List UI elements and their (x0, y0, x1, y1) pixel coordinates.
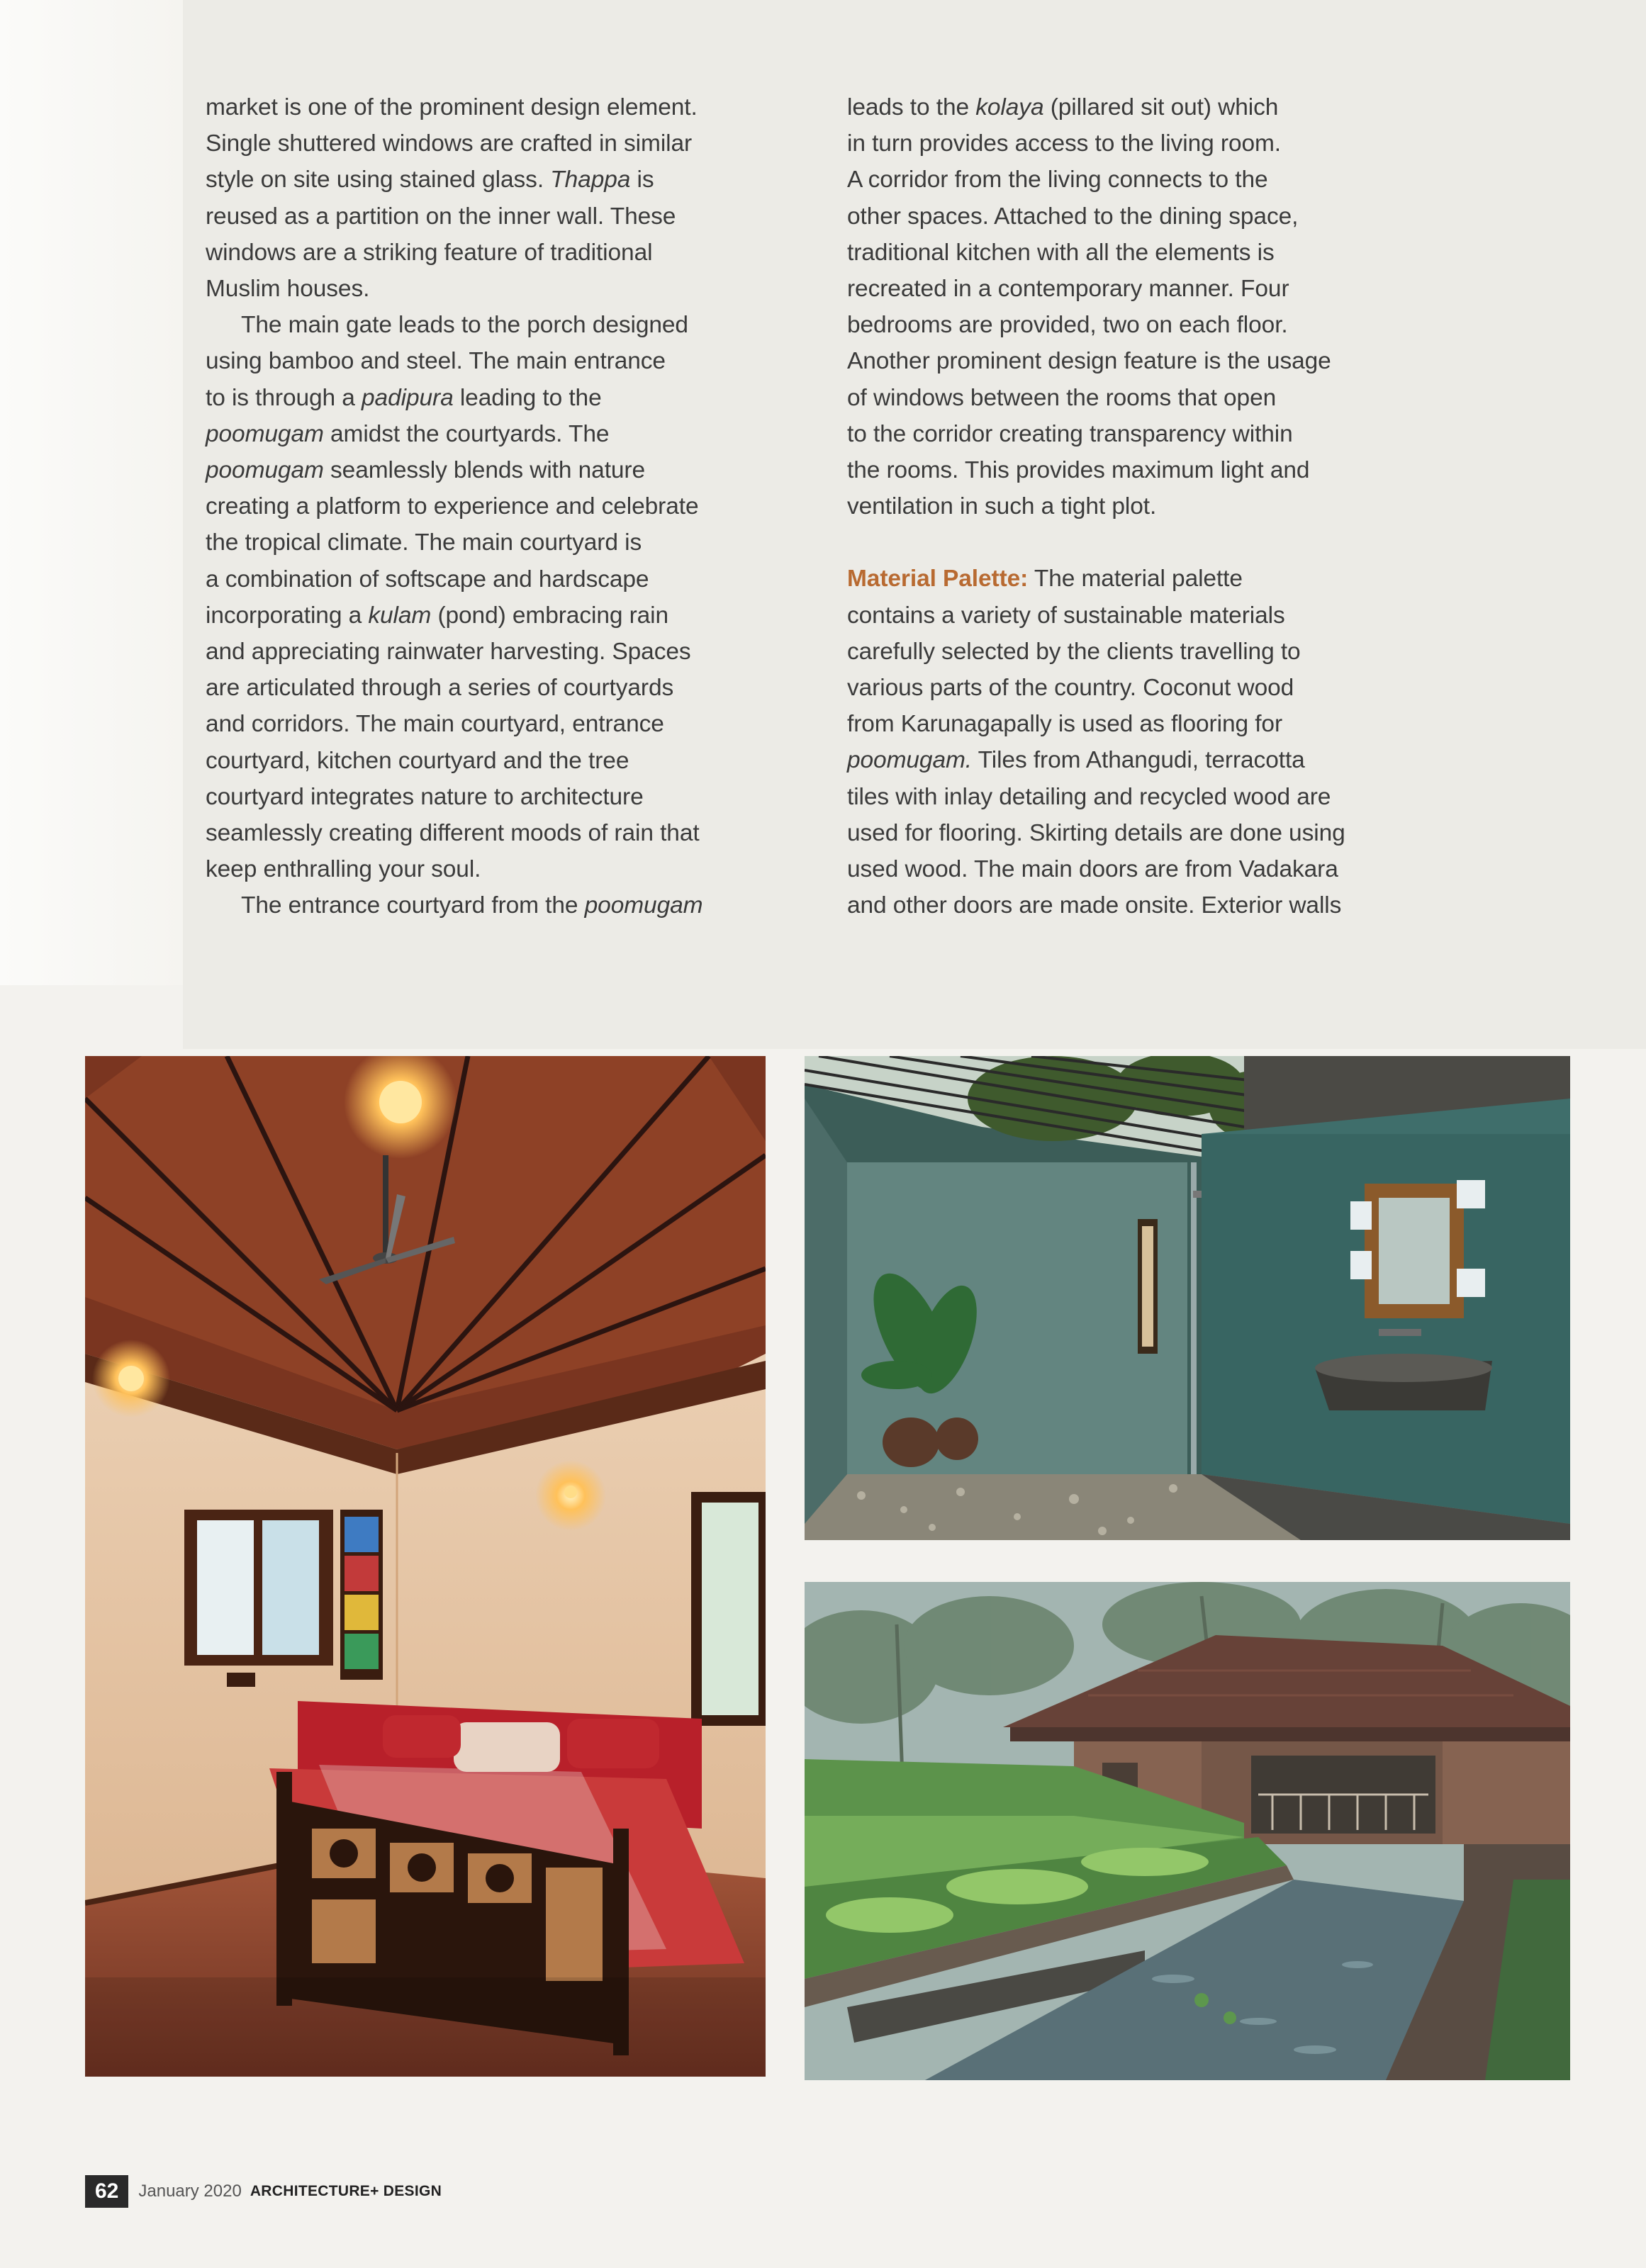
text-line: Single shuttered windows are crafted in similar (206, 130, 693, 157)
text-line: courtyard integrates nature to architecture (206, 783, 644, 810)
text-line: and appreciating rainwater harvesting. Spaces (206, 639, 691, 666)
text-line: the rooms. This provides maximum light and (847, 457, 1310, 484)
text-line: a combination of softscape and hardscape (206, 566, 649, 593)
term-poomugam: poomugam (206, 457, 324, 484)
text-line: in turn provides access to the living room. (847, 130, 1282, 157)
bedroom-illustration (85, 1056, 766, 2077)
text-line: style on site using stained glass. Thappa is (206, 167, 654, 193)
text-line: incorporating a kulam (pond) embracing rain (206, 602, 669, 629)
text-line: Muslim houses. (206, 276, 370, 303)
text-line: creating a platform to experience and celebrate (206, 493, 699, 520)
text-line: the tropical climate. The main courtyard is (206, 529, 642, 556)
term-thappa: Thappa (550, 167, 631, 193)
text-line: ventilation in such a tight plot. (847, 493, 1157, 520)
term-poomugam: poomugam. (847, 747, 973, 774)
issue-date: January 2020 (138, 2182, 242, 2201)
bathroom-photo (805, 1056, 1570, 1540)
page-number: 62 (85, 2175, 128, 2208)
text-line: to is through a padipura leading to the (206, 384, 602, 411)
text-line: courtyard, kitchen courtyard and the tree (206, 747, 629, 774)
text-line: from Karunagapally is used as flooring for (847, 711, 1283, 738)
text-line: bedrooms are provided, two on each floor. (847, 312, 1288, 339)
bathroom-illustration (805, 1056, 1570, 1540)
text-column-right (847, 89, 1457, 924)
text-line: used wood. The main doors are from Vadakara (847, 856, 1338, 883)
section-heading-material-palette: Material Palette: (847, 566, 1029, 593)
text-line: using bamboo and steel. The main entrance (206, 348, 666, 375)
text-line: reused as a partition on the inner wall. These (206, 203, 676, 230)
text-line: poomugam. Tiles from Athangudi, terracotta (847, 747, 1305, 774)
text-line: used for flooring. Skirting details are done using (847, 819, 1345, 846)
text-line: poomugam amidst the courtyards. The (206, 420, 610, 447)
exterior-pond-photo (805, 1582, 1570, 2080)
text-line: A corridor from the living connects to the (847, 167, 1268, 193)
text-line: and corridors. The main courtyard, entrance (206, 711, 664, 738)
text-line: keep enthralling your soul. (206, 856, 481, 883)
text-column-left (206, 89, 815, 924)
term-padipura: padipura (362, 384, 454, 411)
paragraph-gap (847, 524, 1457, 561)
text-line: Another prominent design feature is the usage (847, 348, 1331, 375)
text-line: and other doors are made onsite. Exterior walls (847, 892, 1342, 919)
text-line: The main gate leads to the porch designed (241, 312, 688, 339)
text-line: of windows between the rooms that open (847, 384, 1277, 411)
page-footer (85, 2174, 442, 2208)
text-line: tiles with inlay detailing and recycled wood are (847, 783, 1331, 810)
term-poomugam: poomugam (584, 892, 703, 919)
text-line: seamlessly creating different moods of rain that (206, 820, 700, 847)
text-line: traditional kitchen with all the elements is (847, 239, 1275, 266)
bedroom-photo (85, 1056, 766, 2077)
text-line: are articulated through a series of courtyards (206, 675, 674, 702)
page-margin-left (0, 0, 183, 985)
text-line: leads to the kolaya (pillared sit out) which (847, 94, 1279, 120)
text-line: windows are a striking feature of traditional (206, 239, 653, 266)
text-line: recreated in a contemporary manner. Four (847, 276, 1289, 303)
exterior-illustration (805, 1582, 1570, 2080)
term-poomugam: poomugam (206, 420, 324, 447)
magazine-name: ARCHITECTURE+ DESIGN (250, 2183, 442, 2199)
text-line: various parts of the country. Coconut wood (847, 675, 1294, 702)
text-line: poomugam seamlessly blends with nature (206, 457, 646, 484)
text-line: market is one of the prominent design element. (206, 94, 698, 120)
text-line: carefully selected by the clients travelling to (847, 638, 1301, 665)
text-line: Material Palette: The material palette (847, 566, 1243, 593)
term-kulam: kulam (368, 602, 432, 629)
text-line: contains a variety of sustainable materials (847, 602, 1285, 629)
text-line: The entrance courtyard from the poomugam (241, 892, 703, 919)
text-line: to the corridor creating transparency within (847, 420, 1293, 447)
term-kolaya: kolaya (975, 94, 1044, 120)
text-line: other spaces. Attached to the dining space, (847, 203, 1299, 230)
